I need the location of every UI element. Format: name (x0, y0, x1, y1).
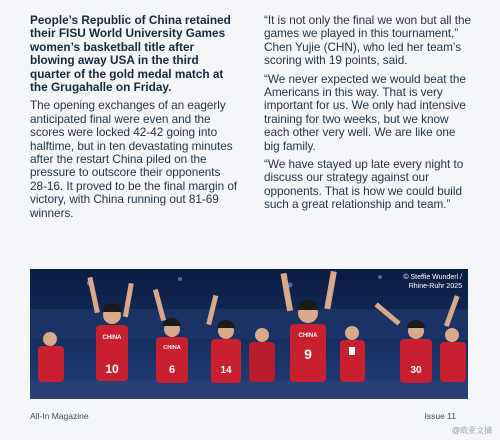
team-celebration-photo (30, 269, 468, 399)
publication-name: All-In Magazine (30, 411, 89, 421)
right-column (264, 14, 474, 217)
svg-text:10: 10 (105, 362, 119, 376)
photo-credit: © Steffie Wunderl / Rhine-Ruhr 2025 (403, 274, 462, 290)
quote-paragraph-2: “We never expected we would beat the Americans in this way. That is very important for us. We only had intensive training for two weeks, but we know each other very well. We are like one big family. (264, 71, 466, 153)
svg-text:CHINA: CHINA (102, 335, 122, 341)
svg-text:30: 30 (410, 365, 422, 376)
svg-text:CHINA: CHINA (298, 333, 318, 339)
photo-illustration (30, 269, 468, 399)
quote-paragraph-3: “We have stayed up late every night to discuss our strategy against our opponents. That is how we could build such a great relationship and team.” (264, 157, 464, 212)
article-lead: People’s Republic of China retained their FISU World University Games women’s basketball title after blowing away USA in the third quarter of the gold medal match at the Grugahalle on Friday. (30, 13, 231, 95)
quote-paragraph-1: “It is not only the final we won but all the games we played in this tournament,” Chen Yujie (CHN), who led her team’s scoring with 19 points, said. (264, 13, 471, 68)
issue-number: Issue 11 (424, 411, 456, 421)
svg-text:14: 14 (220, 365, 232, 376)
watermark-text: @欧亚文摘 (451, 426, 492, 435)
article-paragraph: The opening exchanges of an eagerly anticipated final were even and the scores were locked 42-42 going into halftime, but in ten devastating minutes after the restart China piled on the pressure to outscore their opponents 28-16. It proved to be the final margin of victory, with China running out 81-69 winners. (30, 98, 238, 220)
svg-text:6: 6 (168, 364, 176, 376)
svg-text:CHINA: CHINA (163, 345, 181, 351)
left-column (30, 14, 240, 225)
svg-text:9: 9 (304, 346, 312, 362)
